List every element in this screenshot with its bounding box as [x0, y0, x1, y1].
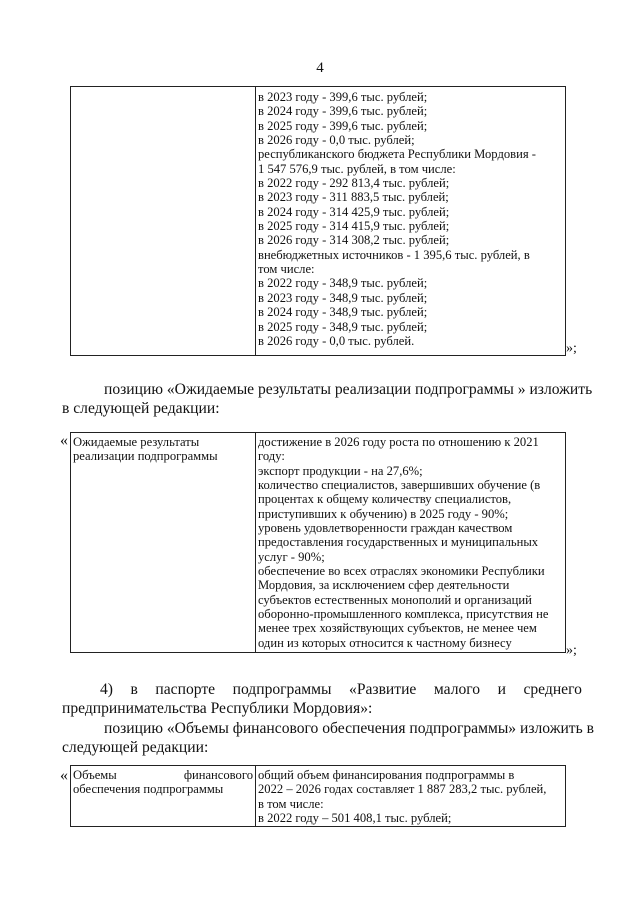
para2-word: 4): [100, 681, 113, 698]
table3-open-quote: «: [60, 767, 68, 784]
table2-open-quote: «: [60, 432, 68, 449]
table1-line: в 2023 году - 348,9 тыс. рублей;: [258, 290, 428, 305]
table2-right-line: процентах к общему количеству специалистов,: [258, 492, 512, 507]
table2-right-line: оборонно-промышленного комплекса, присутствия не: [258, 607, 549, 622]
table1-line: 1 547 576,9 тыс. рублей, в том числе:: [258, 161, 456, 176]
table1-left-cell: [71, 87, 256, 356]
para3-line1: позицию «Объемы финансового обеспечения подпрограммы» изложить в: [104, 720, 594, 737]
table1-right-cell: [256, 87, 566, 356]
table1-line: в 2023 году - 311 883,5 тыс. рублей;: [258, 190, 449, 205]
table2-right-line: году:: [258, 449, 285, 464]
table2-right-line: приступивших к обучению) в 2025 году - 90%;: [258, 506, 509, 521]
para3-line2: следующей редакции:: [62, 739, 209, 756]
table3-left-word: финансового: [183, 768, 253, 782]
table1-line: в 2024 году - 348,9 тыс. рублей;: [258, 305, 428, 320]
table3-left-cell: [71, 766, 256, 827]
table2-right-line: менее трех хозяйствующих субъектов, не менее чем: [258, 621, 537, 636]
table3-right-line: общий объем финансирования подпрограммы в: [258, 768, 515, 782]
table1-line: в 2026 году - 0,0 тыс. рублей;: [258, 133, 415, 148]
para2-line1: [62, 680, 582, 699]
table2-closing-quote: »;: [566, 643, 577, 658]
table2-right-line: один из которых относится к частному бизнесу: [258, 635, 512, 650]
table3-right-line: в 2022 году – 501 408,1 тыс. рублей;: [258, 811, 452, 826]
table2-right-line: уровень удовлетворенности граждан качеством: [258, 521, 513, 536]
financing-volume-table: [70, 765, 566, 827]
table2-right-line: количество специалистов, завершивших обучение (в: [258, 478, 541, 493]
table2-right-line: субъектов естественных монополий и организаций: [258, 592, 532, 607]
table1-line: в 2026 году - 314 308,2 тыс. рублей;: [258, 233, 450, 248]
table3-left-line1: [73, 768, 253, 782]
table1-line: в 2023 году - 399,6 тыс. рублей;: [258, 90, 428, 104]
table1-closing-quote: »;: [566, 341, 577, 356]
table1-line: в 2022 году - 348,9 тыс. рублей;: [258, 276, 428, 291]
table2-right-line: Мордовия, за исключением сфер деятельности: [258, 578, 510, 593]
table2-left-cell: [71, 433, 256, 653]
table2-right-line: достижение в 2026 году роста по отношению к 2021: [258, 435, 539, 449]
instruction-paragraph-1: [62, 380, 593, 418]
table2-right-line: экспорт продукции - на 27,6%;: [258, 463, 423, 478]
para2-word: и: [497, 681, 506, 698]
table1-line: в 2022 году - 292 813,4 тыс. рублей;: [258, 176, 450, 191]
para1-line2: в следующей редакции:: [62, 400, 220, 417]
para2-line2: предпринимательства Республики Мордовия»:: [62, 700, 373, 717]
para2-word: среднего: [523, 681, 582, 698]
table1-line: в 2026 году - 0,0 тыс. рублей.: [258, 333, 415, 348]
para2-word: малого: [433, 681, 481, 698]
table1-line: в 2024 году - 399,6 тыс. рублей;: [258, 104, 428, 119]
table1-line: внебюджетных источников - 1 395,6 тыс. рублей, в: [258, 247, 530, 262]
table3-left-word: Объемы: [73, 768, 117, 782]
instruction-paragraph-3: [62, 719, 594, 757]
table2-right-line: услуг - 90%;: [258, 549, 325, 564]
table3-right-line: 2022 – 2026 годах составляет 1 887 283,2 тыс. рублей,: [258, 782, 547, 797]
para1-line1: позицию «Ожидаемые результаты реализации подпрограммы » изложить: [104, 381, 593, 398]
table1-line: в 2025 году - 399,6 тыс. рублей;: [258, 118, 428, 133]
para2-word: в: [130, 681, 138, 698]
para2-word: паспорте: [155, 681, 216, 698]
table1-line: в 2025 году - 314 415,9 тыс. рублей;: [258, 219, 450, 234]
table3-right-line: в том числе:: [258, 796, 324, 811]
table1-line: в 2025 году - 348,9 тыс. рублей;: [258, 319, 428, 334]
table2-right-line: обеспечение во всех отраслях экономики Республики: [258, 564, 545, 579]
expected-results-table: [70, 432, 566, 653]
para2-word: «Развитие: [349, 681, 417, 698]
table2-right-line: предоставления государственных и муниципальных: [258, 535, 539, 550]
table1-line: республиканского бюджета Республики Мордовия -: [258, 147, 536, 162]
table2-left-line: Ожидаемые результаты: [73, 435, 200, 449]
table1-line: том числе:: [258, 262, 315, 277]
para2-word: подпрограммы: [232, 681, 332, 698]
table3-right-cell: [256, 766, 566, 827]
instruction-paragraph-2: [62, 680, 582, 718]
table2-right-cell: [256, 433, 566, 653]
table3-left-line2: обеспечения подпрограммы: [73, 782, 224, 797]
page-number: 4: [316, 60, 324, 76]
table1-line: в 2024 году - 314 425,9 тыс. рублей;: [258, 204, 450, 219]
financing-continuation-table: [70, 86, 566, 356]
table2-left-line: реализации подпрограммы: [73, 449, 218, 464]
